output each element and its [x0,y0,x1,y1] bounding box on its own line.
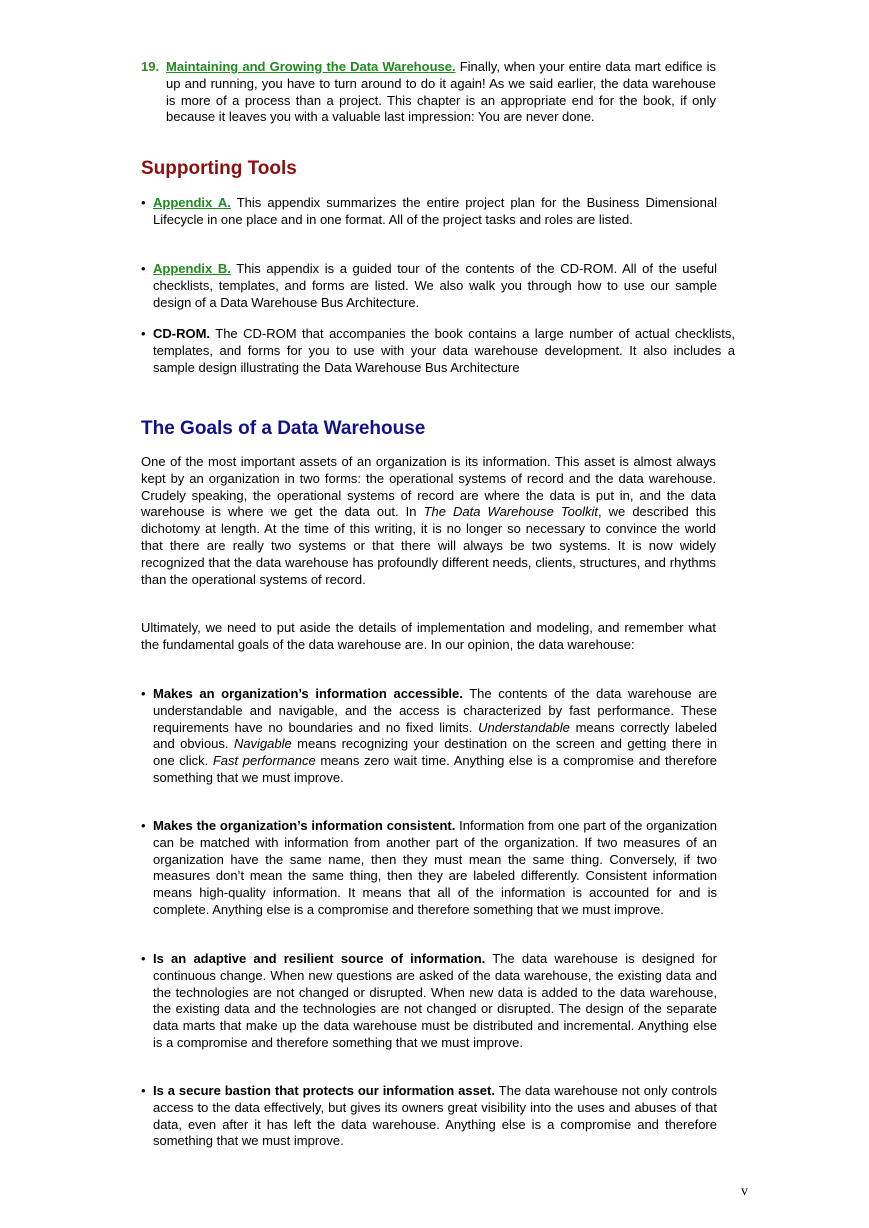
list-item-text: This appendix is a guided tour of the contents of the CD-ROM. All of the useful checklists, templates, and forms are listed. We also walk you through how to use our sample design of a Data Warehouse Bus Architecture. [153,261,717,310]
goals-paragraph-2: Ultimately, we need to put aside the details of implementation and modeling, and remember what the fundamental goals of the data warehouse are. In our opinion, the data warehouse: [141,620,716,652]
list-item-body [153,326,735,376]
appendix-b-link[interactable]: Appendix B. [153,261,231,276]
page-number: v [741,1184,748,1199]
list-item-text: This appendix summarizes the entire project plan for the Business Dimensional Lifecycle in one place and in one format. All of the project tasks and roles are listed. [153,195,717,227]
goal-text: means zero wait time. Anything else is a compromise and therefore something that we must improve. [153,753,718,785]
bullet-icon: • [141,951,146,966]
list-item-title: CD-ROM. [153,326,211,341]
list-item-appendix-a [141,195,717,229]
list-item-cd-rom [141,326,735,376]
paragraph-text: One of the most important assets of an organization is its information. This asset is almost always kept by an organization in two forms: the operational systems of record and the data warehouse. Crudely speaking, the operational systems of record are where the data is put in, and the data warehouse is where we get the data out. In [141,454,716,520]
bullet-icon: • [141,261,146,276]
goal-title: Makes an organization’s information accessible. [153,686,463,701]
goal-item-accessible [141,686,717,787]
goal-term: Understandable [478,719,570,735]
list-item-body [153,195,717,229]
goal-item-adaptive [141,951,717,1052]
goal-text: The contents of the data warehouse are understandable and navigable, and the access is characterized by fast performance. These requirements have no boundaries and no fixed limits. [153,686,717,735]
goal-text: Information from one part of the organization can be matched with information from another part of the organization. If two measures of an organization have the same name, then they must mean the same thing. Conversely, if two measures don’t mean the same thing, then they are labeled differently. Consistent information means high-quality information. It means that all of the information is accounted for and is complete. Anything else is a compromise and therefore something that we must improve. [153,818,717,917]
section-heading-goals: The Goals of a Data Warehouse [141,418,426,439]
appendix-a-link[interactable]: Appendix A. [153,195,231,210]
bullet-icon: • [141,818,146,833]
paragraph-text: , we described this dichotomy at length. At the time of this writing, it is no longer so necessary to convince the world that there are really two systems or that there will always be two systems. It is now widely recognized that the data warehouse has profoundly different needs, clients, structures, and rhythms than the operational systems of record. [141,504,716,587]
list-item-text: The CD-ROM that accompanies the book contains a large number of actual checklists, templates, and forms for you to use with your data warehouse development. It also includes a sample design illustrating the Data Warehouse Bus Architecture [153,326,735,375]
goal-text: means recognizing your destination on the screen and getting there in one click. [153,736,717,769]
list-item-appendix-b [141,261,717,311]
chapter-link-maintaining[interactable]: Maintaining and Growing the Data Warehouse. [166,59,456,74]
list-item-body [153,818,717,919]
goal-text: means correctly labeled and obvious. [153,719,717,752]
goals-paragraph-1 [141,454,716,588]
list-item-body [153,261,717,311]
goal-title: Makes the organization’s information consistent. [153,818,456,833]
goal-text: The data warehouse not only controls access to the data effectively, but gives its owners great visibility into the uses and abuses of that data, even after it has left the data warehouse. Anything else is a compromise and therefore something that we must improve. [153,1083,717,1149]
item-body [166,59,716,126]
bullet-icon: • [141,195,146,210]
list-item-body [153,686,717,787]
goal-title: Is a secure bastion that protects our information asset. [153,1083,495,1098]
list-item-body [153,1083,717,1150]
goal-term: Fast performance [212,753,316,769]
numbered-item-19 [141,59,716,126]
goal-item-secure [141,1083,717,1150]
bullet-icon: • [141,326,146,341]
book-title: The Data Warehouse Toolkit [423,504,598,520]
goal-title: Is an adaptive and resilient source of information. [153,951,486,966]
goal-term: Navigable [233,736,292,752]
item-number: 19. [141,59,160,74]
goal-text: The data warehouse is designed for continuous change. When new questions are asked of the data warehouse, the existing data and the technologies are not changed or disrupted. When new data is added to the data warehouse, the existing data and the technologies are not changed or disrupted. The design of the separate data marts that make up the data warehouse must be distributed and incremental. Anything else is a compromise and therefore something that we must improve. [153,951,717,1050]
list-item-body [153,951,717,1052]
item-text: Finally, when your entire data mart edifice is up and running, you have to turn around to do it again! As we said earlier, the data warehouse is more of a process than a project. This chapter is an appropriate end for the book, if only because it leaves you with a valuable last impression: You are never done. [166,59,717,125]
bullet-icon: • [141,686,146,701]
goal-item-consistent [141,818,717,919]
section-heading-supporting-tools: Supporting Tools [141,158,297,179]
bullet-icon: • [141,1083,146,1098]
